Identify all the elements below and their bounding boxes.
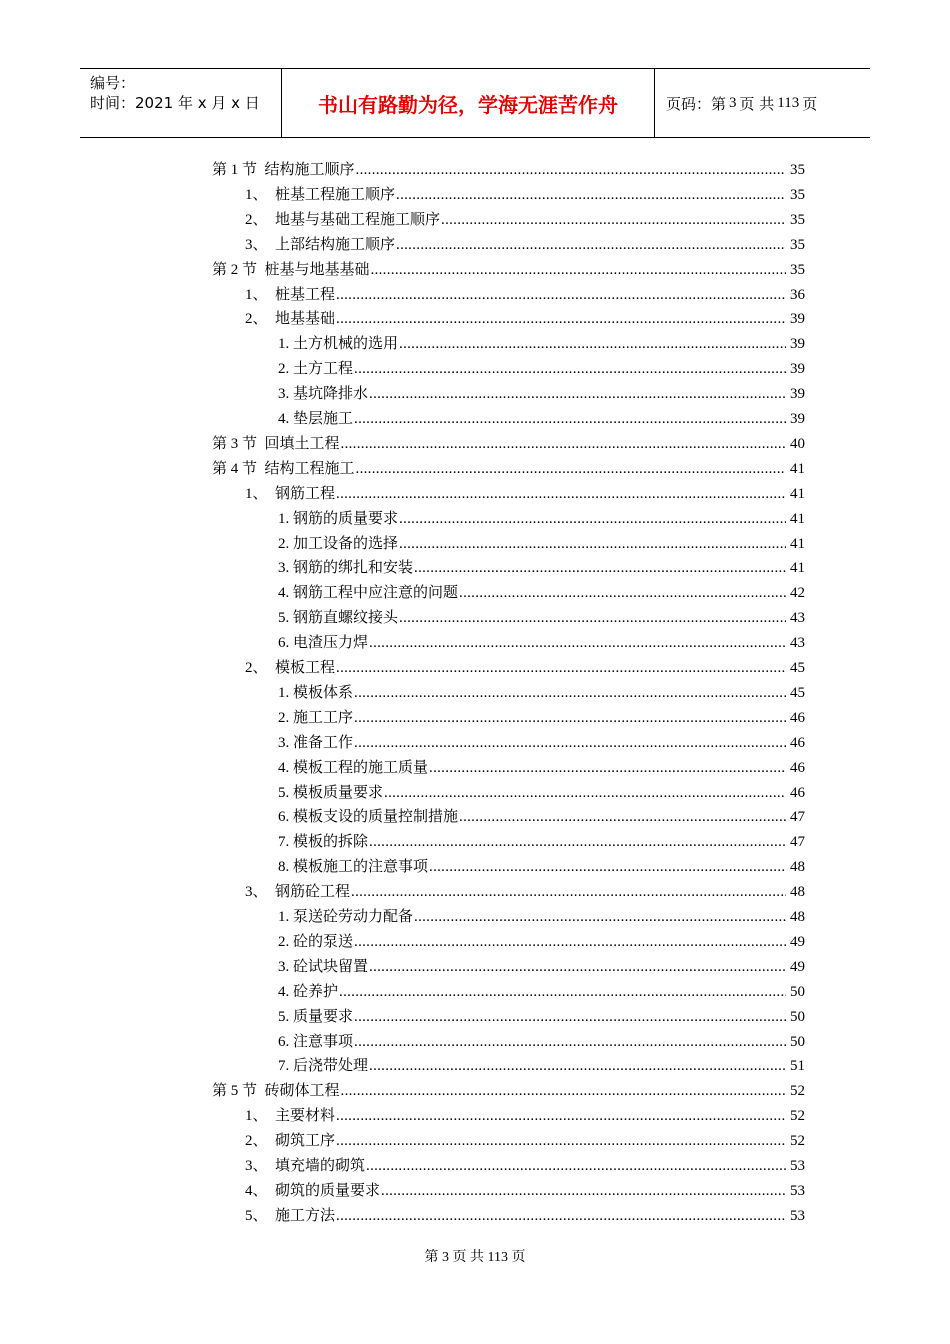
toc-entry[interactable] [278,606,805,631]
toc-entry-page: 53 [790,1182,805,1199]
toc-entry[interactable] [278,805,805,830]
toc-dot-leader [396,183,786,208]
toc-entry-page: 47 [790,809,805,826]
toc-dot-leader [429,756,786,781]
toc-dot-leader [459,581,786,606]
toc-dot-leader [354,1005,786,1030]
toc-entry-label: 2. 砼的泵送 [278,933,354,950]
toc-entry[interactable] [278,830,805,855]
toc-entry[interactable] [278,532,805,557]
toc-dot-leader [354,681,786,706]
toc-entry[interactable] [278,507,805,532]
page-number: 3 [729,94,737,111]
header-motto: 书山有路勤为径，学海无涯苦作舟 [282,69,655,137]
doc-time-label: 时间：2021 年 x 月 x 日 [90,94,260,112]
toc-entry-label: 6. 模板支设的质量控制措施 [278,809,459,826]
toc-dot-leader [429,855,786,880]
toc-entry[interactable] [245,283,805,308]
toc-entry[interactable] [278,1005,805,1030]
toc-entry-label: 2. 施工工序 [278,709,354,726]
toc-entry-page: 40 [790,435,805,452]
toc-entry-label: 1. 模板体系 [278,684,354,701]
toc-entry[interactable] [212,457,805,482]
toc-entry-label: 1、 桩基工程 [245,286,336,303]
toc-entry-page: 41 [790,485,805,502]
toc-entry[interactable] [212,158,805,183]
toc-entry-label: 3. 基坑降排水 [278,386,369,403]
toc-dot-leader [336,1204,786,1229]
toc-dot-leader [354,1030,786,1055]
toc-entry[interactable] [278,756,805,781]
toc-entry[interactable] [245,307,805,332]
toc-entry-label: 1、 主要材料 [245,1108,336,1125]
total-pages: 113 [777,94,800,111]
toc-entry-label: 6. 注意事项 [278,1033,354,1050]
toc-entry-page: 46 [790,709,805,726]
toc-entry[interactable] [245,656,805,681]
toc-entry-page: 48 [790,909,805,925]
toc-entry-page: 50 [790,983,805,1000]
toc-entry-label: 1、 桩基工程施工顺序 [245,186,396,203]
toc-entry[interactable] [245,233,805,258]
toc-entry-label: 2. 土方工程 [278,361,354,378]
toc-entry[interactable] [278,631,805,656]
toc-entry[interactable] [245,482,805,507]
toc-entry[interactable] [278,407,805,432]
toc-entry[interactable] [245,208,805,233]
toc-dot-leader [341,1079,786,1104]
toc-entry[interactable] [278,1054,805,1079]
toc-entry[interactable] [212,1079,805,1104]
toc-entry[interactable] [278,332,805,357]
toc-entry-label: 3. 砼试块留置 [278,958,369,975]
toc-entry[interactable] [245,1204,805,1229]
toc-entry-page: 48 [790,884,805,901]
toc-dot-leader [354,930,786,955]
toc-entry[interactable] [278,781,805,806]
toc-entry-label: 5. 质量要求 [278,1008,354,1025]
toc-entry-page: 52 [790,1108,805,1125]
toc-entry[interactable] [245,1179,805,1204]
toc-entry-page: 35 [790,186,805,203]
toc-entry-label: 4. 钢筋工程中应注意的问题 [278,585,459,602]
toc-dot-leader [399,532,786,557]
toc-entry-page: 50 [790,1033,805,1050]
toc-dot-leader [441,208,786,233]
toc-entry-label: 1. 钢筋的质量要求 [278,510,399,527]
toc-entry[interactable] [278,681,805,706]
toc-entry-label: 7. 后浇带处理 [278,1058,369,1075]
toc-entry-page: 45 [790,660,805,676]
toc-entry-label: 8. 模板施工的注意事项 [278,859,429,876]
toc-entry-page: 46 [790,734,805,751]
toc-dot-leader [399,507,786,532]
toc-dot-leader [399,332,786,357]
toc-dot-leader [356,158,786,183]
toc-dot-leader [369,830,786,855]
page-header [80,68,870,138]
toc-entry-label: 1. 泵送砼劳动力配备 [278,909,414,925]
toc-dot-leader [369,1054,786,1079]
toc-entry-label: 1、 钢筋工程 [245,485,336,502]
toc-entry-label: 4. 模板工程的施工质量 [278,759,429,776]
toc-entry-page: 39 [790,411,805,427]
toc-dot-leader [339,980,786,1005]
page-prefix: 页码：第 [666,94,727,113]
toc-entry-label: 4. 垫层施工 [278,411,354,427]
toc-entry-label: 第 1 节 结构施工顺序 [212,162,355,178]
toc-entry-label: 7. 模板的拆除 [278,834,369,851]
toc-entry-label: 4、 砌筑的质量要求 [245,1182,381,1199]
doc-code-label: 编号： [90,74,136,92]
toc-dot-leader [371,258,786,283]
toc-entry-page: 51 [790,1058,805,1075]
toc-entry-label: 6. 电渣压力焊 [278,635,369,652]
toc-entry-label: 2. 加工设备的选择 [278,535,399,552]
toc-entry[interactable] [278,357,805,382]
toc-entry[interactable] [278,1030,805,1055]
toc-entry-page: 39 [790,361,805,378]
toc-entry-label: 5. 模板质量要求 [278,784,384,801]
toc-dot-leader [336,1104,786,1129]
toc-dot-leader [336,283,786,308]
toc-entry-label: 3. 准备工作 [278,734,354,751]
toc-entry-label: 2、 砌筑工序 [245,1133,336,1150]
toc-dot-leader [384,781,786,806]
toc-entry[interactable] [278,980,805,1005]
toc-entry-label: 5. 钢筋直螺纹接头 [278,610,399,627]
toc-dot-leader [414,556,786,581]
toc-entry-page: 39 [790,336,805,353]
page-footer: 第 3 页 共 113 页 [424,1250,526,1265]
toc-dot-leader [369,631,786,656]
toc-entry-page: 50 [790,1008,805,1025]
toc-entry-page: 47 [790,834,805,851]
toc-entry-label: 2、 模板工程 [245,660,336,676]
toc-entry[interactable] [278,955,805,980]
toc-dot-leader [369,955,786,980]
toc-entry-label: 3. 钢筋的绑扎和安装 [278,560,414,577]
toc-entry-label: 第 2 节 桩基与地基基础 [212,261,370,278]
toc-entry[interactable] [245,183,805,208]
toc-entry[interactable] [245,880,805,905]
page-mid: 页 共 [739,94,775,113]
toc-dot-leader [381,1179,786,1204]
toc-entry-label: 3、 上部结构施工顺序 [245,236,396,253]
toc-entry-page: 41 [790,510,805,527]
toc-entry[interactable] [278,581,805,606]
toc-dot-leader [414,905,786,930]
toc-dot-leader [459,805,786,830]
toc-dot-leader [336,307,786,332]
toc-dot-leader [336,656,786,681]
toc-dot-leader [336,482,786,507]
header-meta [80,69,282,137]
toc-entry-page: 41 [790,460,805,477]
toc-entry-page: 52 [790,1133,805,1150]
toc-entry[interactable] [278,706,805,731]
toc-entry[interactable] [278,930,805,955]
toc-entry-label: 第 4 节 结构工程施工 [212,460,355,477]
toc-entry-page: 35 [790,236,805,253]
toc-entry-page: 43 [790,610,805,627]
toc-entry-label: 3、 钢筋砼工程 [245,884,351,901]
toc-entry[interactable] [245,1154,805,1179]
toc-dot-leader [354,407,786,432]
toc-dot-leader [354,706,786,731]
toc-entry-label: 2、 地基基础 [245,311,336,328]
toc-entry-label: 第 5 节 砖砌体工程 [212,1083,340,1100]
toc-entry-page: 41 [790,560,805,577]
toc-entry-page: 43 [790,635,805,652]
toc-entry-page: 39 [790,386,805,403]
toc-entry[interactable] [278,905,805,930]
toc-entry[interactable] [278,382,805,407]
toc-dot-leader [341,432,786,457]
toc-entry-page: 39 [790,311,805,328]
toc-dot-leader [369,382,786,407]
toc-entry-page: 46 [790,784,805,801]
toc-entry-page: 53 [790,1207,805,1224]
toc-entry-page: 53 [790,1158,805,1174]
toc-entry-page: 52 [790,1083,805,1100]
toc-entry-label: 1. 土方机械的选用 [278,336,399,353]
toc-entry[interactable] [245,1129,805,1154]
toc-entry[interactable] [278,731,805,756]
toc-entry-page: 46 [790,759,805,776]
toc-dot-leader [354,357,786,382]
toc-dot-leader [399,606,786,631]
toc-entry-label: 第 3 节 回填土工程 [212,435,340,452]
toc-entry-page: 35 [790,261,805,278]
toc-entry-page: 49 [790,933,805,950]
toc-entry[interactable] [245,1104,805,1129]
toc-dot-leader [351,880,786,905]
toc-entry-page: 42 [790,585,805,602]
toc-entry-label: 4. 砼养护 [278,983,339,1000]
toc-dot-leader [366,1154,786,1179]
toc-entry-page: 35 [790,162,805,178]
toc-entry-label: 3、 填充墙的砌筑 [245,1158,366,1174]
toc-dot-leader [336,1129,786,1154]
toc-dot-leader [396,233,786,258]
toc-entry-page: 36 [790,286,805,303]
toc-dot-leader [354,731,786,756]
toc-entry[interactable] [278,556,805,581]
toc-entry-label: 2、 地基与基础工程施工顺序 [245,211,441,228]
header-page-info [654,69,870,137]
toc-entry-page: 49 [790,958,805,975]
toc-entry-page: 45 [790,684,805,701]
toc-entry-page: 35 [790,211,805,228]
page-suffix: 页 [802,94,818,113]
toc-entry-label: 5、 施工方法 [245,1207,336,1224]
toc-entry[interactable] [212,432,805,457]
toc-entry[interactable] [212,258,805,283]
toc-entry[interactable] [278,855,805,880]
toc-entry-page: 41 [790,535,805,552]
toc-entry-page: 48 [790,859,805,876]
toc-dot-leader [356,457,786,482]
